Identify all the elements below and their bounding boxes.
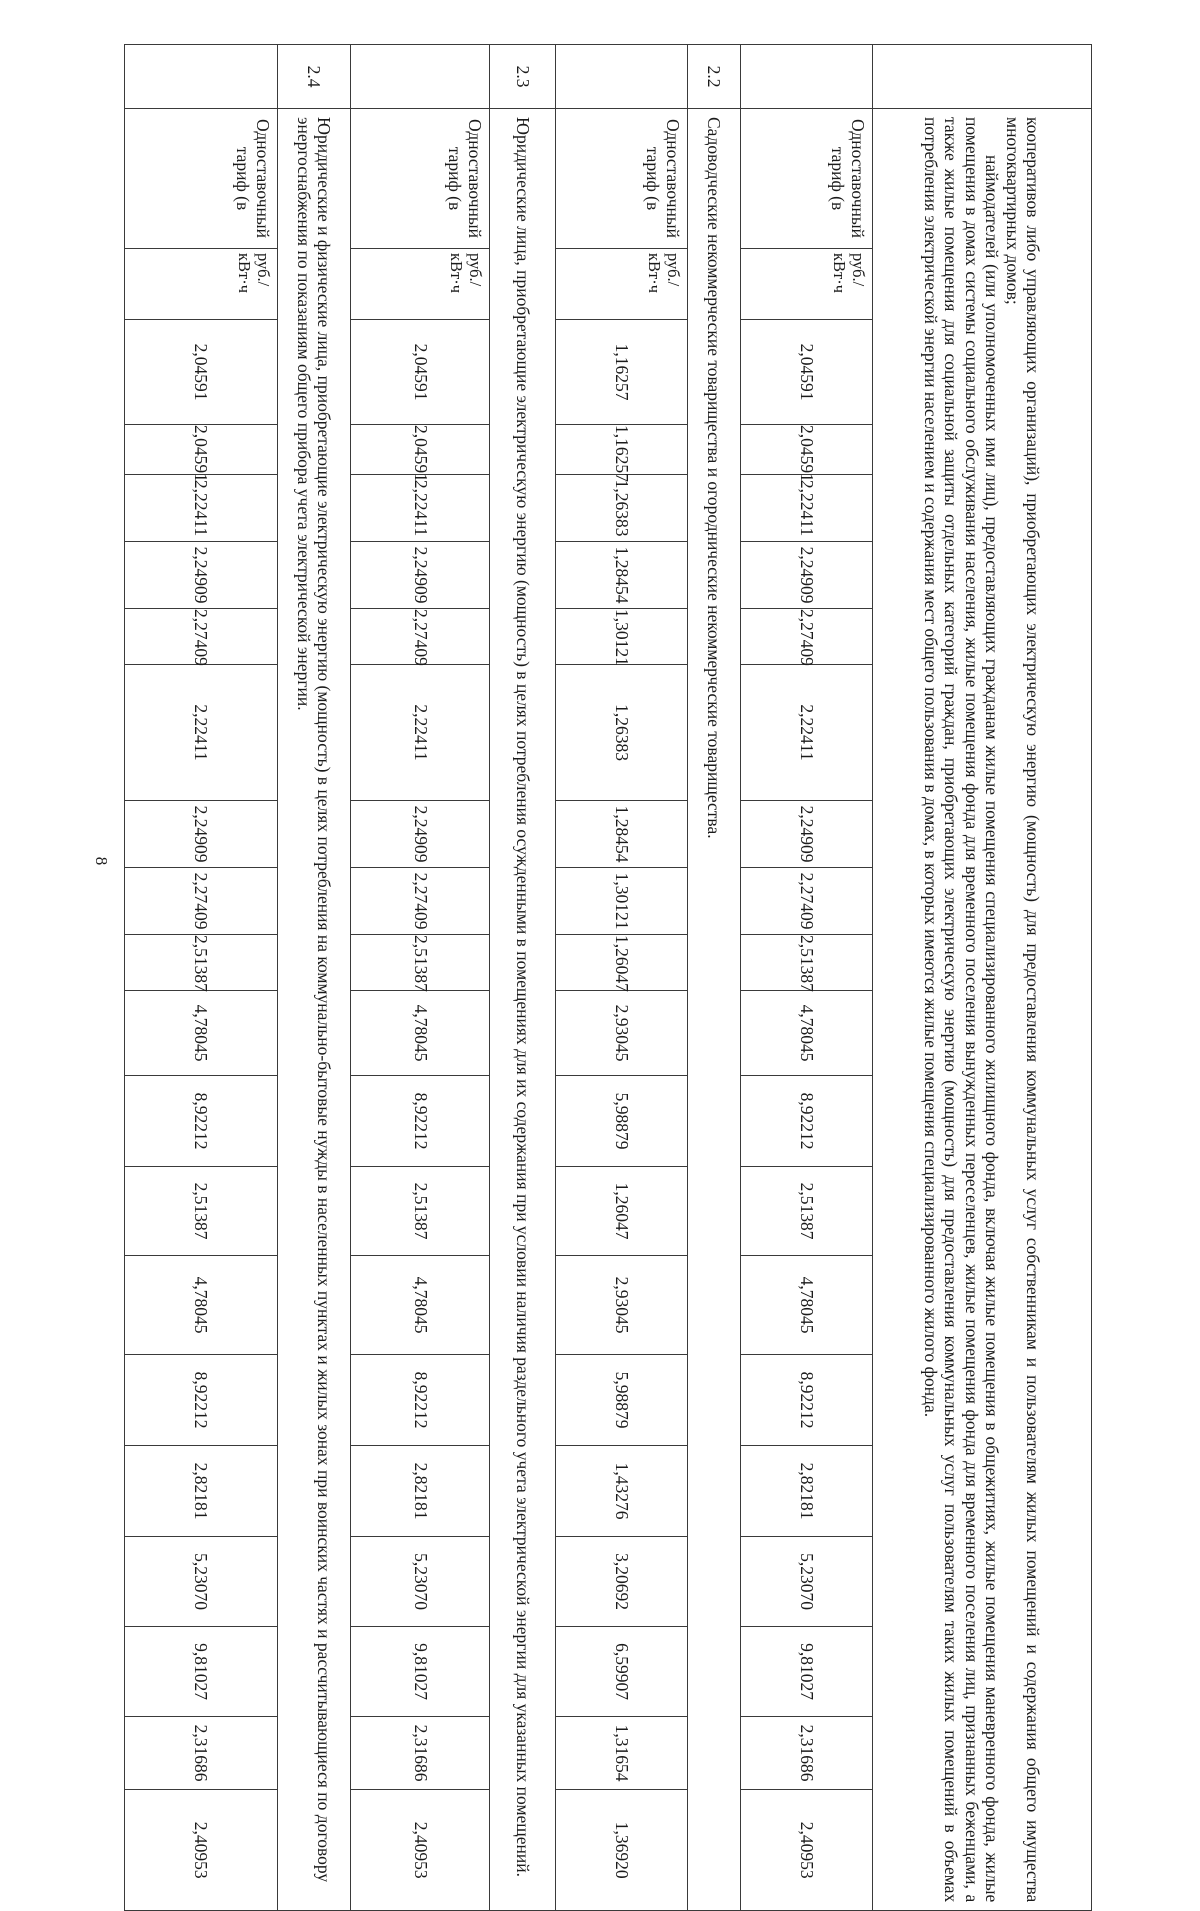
tariff-table	[124, 44, 1092, 1911]
tariff-value: 5,23070	[125, 1537, 278, 1627]
tariff-name: Одноставочный тариф (в	[556, 109, 687, 249]
tariff-value: 5,98879	[556, 1076, 687, 1167]
tariff-unit: руб./кВт·ч	[556, 249, 687, 320]
tariff-value: 1,30121	[556, 609, 687, 665]
tariff-value: 2,27409	[741, 609, 872, 665]
tariff-value: 2,27409	[125, 868, 278, 935]
tariff-value: 1,16257	[556, 320, 687, 425]
tariff-value: 2,22411	[741, 475, 872, 542]
tariff-value: 2,04591	[741, 425, 872, 475]
tariff-value: 1,26383	[556, 475, 687, 542]
tariff-value: 2,24909	[351, 542, 490, 609]
tariff-value: 2,31686	[351, 1717, 490, 1790]
tariff-value: 2,04591	[741, 320, 872, 425]
section-2-4-description-row	[277, 45, 351, 1911]
section-2-1-description	[872, 109, 1091, 1911]
tariff-value: 4,78045	[741, 1256, 872, 1355]
tariff-value: 2,51387	[125, 935, 278, 991]
tariff-value: 9,81027	[125, 1627, 278, 1717]
section-2-1-number-cell	[872, 45, 1091, 109]
tariff-value: 1,26047	[556, 935, 687, 991]
section-number: 2.4	[277, 45, 351, 109]
tariff-value: 8,92212	[125, 1076, 278, 1167]
section-2-3-description-row	[490, 45, 556, 1911]
section-2-2-description-row	[687, 45, 740, 1911]
tariff-value: 2,24909	[741, 801, 872, 868]
tariff-value: 2,40953	[741, 1790, 872, 1911]
tariff-value: 2,27409	[741, 868, 872, 935]
empty-number-cell	[741, 45, 872, 109]
tariff-value: 2,31686	[125, 1717, 278, 1790]
section-2-1-description-row	[872, 45, 1091, 1911]
section-2-3-tariff-row	[351, 45, 490, 1911]
tariff-value: 8,92212	[351, 1355, 490, 1446]
tariff-value: 3,20692	[556, 1537, 687, 1627]
tariff-value: 1,28454	[556, 542, 687, 609]
tariff-value: 2,93045	[556, 1256, 687, 1355]
tariff-value: 5,98879	[556, 1355, 687, 1446]
tariff-value: 1,31654	[556, 1717, 687, 1790]
tariff-value: 1,30121	[556, 868, 687, 935]
tariff-value: 2,04591	[351, 425, 490, 475]
tariff-value: 8,92212	[125, 1355, 278, 1446]
section-2-1-paragraph: кооперативов либо управляющих организаций), приобретающих электрическую энергию (мощность) для предоставления коммунальных услуг собственникам и пользователям жилых помещений и содержания общего имущества многоквартирных домов;	[1002, 117, 1044, 1903]
tariff-unit: руб./кВт·ч	[741, 249, 872, 320]
tariff-value: 6,59907	[556, 1627, 687, 1717]
tariff-value: 2,04591	[125, 320, 278, 425]
tariff-value: 4,78045	[351, 991, 490, 1076]
tariff-value: 2,31686	[741, 1717, 872, 1790]
tariff-value: 1,28454	[556, 801, 687, 868]
empty-number-cell	[556, 45, 687, 109]
tariff-unit: руб./кВт·ч	[125, 249, 278, 320]
tariff-name: Одноставочный тариф (в	[351, 109, 490, 249]
empty-number-cell	[351, 45, 490, 109]
tariff-value: 2,22411	[125, 475, 278, 542]
tariff-value: 9,81027	[741, 1627, 872, 1717]
tariff-value: 1,26047	[556, 1167, 687, 1256]
tariff-value: 4,78045	[351, 1256, 490, 1355]
tariff-value: 2,82181	[741, 1446, 872, 1537]
tariff-unit: руб./кВт·ч	[351, 249, 490, 320]
tariff-value: 1,36920	[556, 1790, 687, 1911]
tariff-value: 2,22411	[125, 665, 278, 801]
tariff-value: 1,43276	[556, 1446, 687, 1537]
tariff-value: 2,22411	[351, 475, 490, 542]
tariff-value: 5,23070	[351, 1537, 490, 1627]
tariff-value: 1,26383	[556, 665, 687, 801]
tariff-value: 5,23070	[741, 1537, 872, 1627]
tariff-value: 2,51387	[741, 935, 872, 991]
tariff-value: 2,51387	[351, 1167, 490, 1256]
tariff-value: 2,27409	[351, 609, 490, 665]
tariff-value: 2,40953	[125, 1790, 278, 1911]
tariff-value: 2,51387	[351, 935, 490, 991]
section-description: Юридические лица, приобретающие электрическую энергию (мощность) в целях потребления осужденными в помещениях для их содержания при условии наличия раздельного учета электрической энергии для указанных помещений.	[490, 109, 556, 1911]
tariff-value: 2,04591	[351, 320, 490, 425]
section-2-2-tariff-row	[556, 45, 687, 1911]
tariff-value: 2,22411	[741, 665, 872, 801]
tariff-value: 2,93045	[556, 991, 687, 1076]
tariff-value: 8,92212	[351, 1076, 490, 1167]
section-description: Юридические и физические лица, приобретающие электрическую энергию (мощность) в целях потребления на коммунально-бытовые нужды в населенных пунктах и жилых зонах при воинских частях и рассчитывающиеся по договору энергоснабжения по показаниям общего прибора учета электрической энергии.	[277, 109, 351, 1911]
tariff-value: 2,82181	[351, 1446, 490, 1537]
rotated-table-frame	[124, 44, 1092, 1903]
tariff-value: 2,24909	[351, 801, 490, 868]
section-description: Садоводческие некоммерческие товарищества и огороднические некоммерческие товарищества.	[687, 109, 740, 1911]
page-number: 8	[92, 856, 111, 866]
tariff-value: 2,04591	[125, 425, 278, 475]
tariff-value: 2,51387	[741, 1167, 872, 1256]
tariff-value: 2,22411	[351, 665, 490, 801]
tariff-value: 2,27409	[125, 609, 278, 665]
tariff-value: 2,24909	[125, 801, 278, 868]
section-number: 2.2	[687, 45, 740, 109]
section-2-1-paragraph: наймодателей (или уполномоченных ими лиц), предоставляющих гражданам жилые помещения специализированного жилищного фонда, включая жилые помещения в общежитиях, жилые помещения маневренного фонда, жилые помещения в домах системы социального обслуживания населения, жилые помещения фонда для временного поселения вынужденных переселенцев, жилые помещения фонда для временного поселения лиц, признанных беженцами, а также жилые помещения для социальной защиты отдельных категорий граждан, приобретающих электрическую энергию (мощность) для предоставления коммунальных услуг пользователям таких жилых помещений в объемах потребления электрической энергии населением и содержания мест общего пользования в домах, в которых имеются жилые помещения специализированного жилого фонда.	[920, 117, 1003, 1903]
empty-number-cell	[125, 45, 278, 109]
tariff-name: Одноставочный тариф (в	[741, 109, 872, 249]
tariff-value: 4,78045	[125, 1256, 278, 1355]
section-2-4-tariff-row	[125, 45, 278, 1911]
tariff-value: 2,24909	[741, 542, 872, 609]
section-number: 2.3	[490, 45, 556, 109]
tariff-value: 4,78045	[125, 991, 278, 1076]
tariff-value: 9,81027	[351, 1627, 490, 1717]
tariff-value: 2,82181	[125, 1446, 278, 1537]
tariff-name: Одноставочный тариф (в	[125, 109, 278, 249]
tariff-value: 2,24909	[125, 542, 278, 609]
tariff-value: 2,51387	[125, 1167, 278, 1256]
tariff-value: 1,16257	[556, 425, 687, 475]
tariff-value: 8,92212	[741, 1076, 872, 1167]
tariff-value: 2,27409	[351, 868, 490, 935]
section-2-1-tariff-row	[741, 45, 872, 1911]
tariff-value: 8,92212	[741, 1355, 872, 1446]
tariff-value: 4,78045	[741, 991, 872, 1076]
tariff-value: 2,40953	[351, 1790, 490, 1911]
